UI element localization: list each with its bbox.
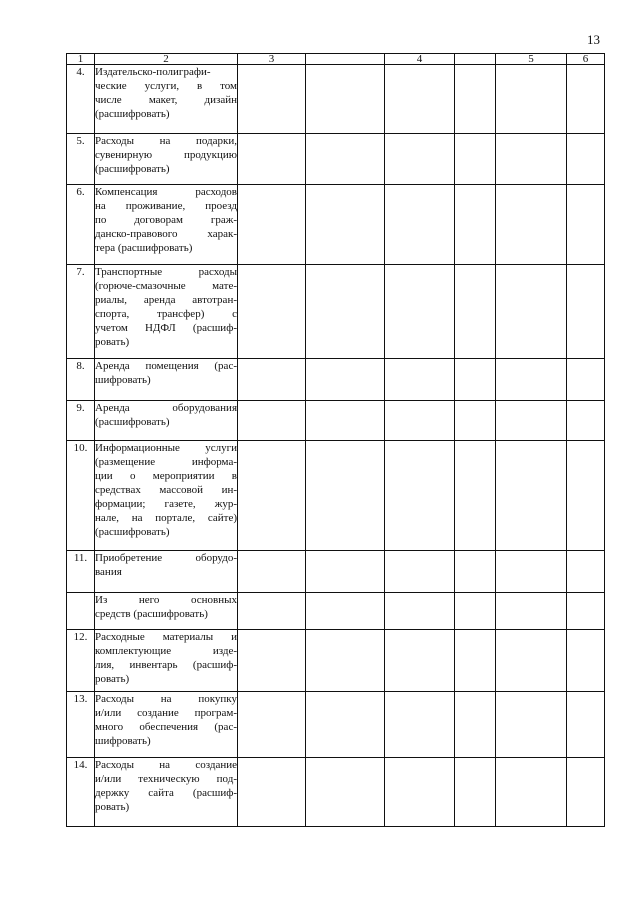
- table-row: [67, 134, 605, 185]
- empty-cell[interactable]: [455, 758, 496, 827]
- row-description: [95, 551, 238, 593]
- empty-cell[interactable]: [306, 441, 385, 551]
- empty-cell[interactable]: [306, 401, 385, 441]
- row-number: 9.: [67, 401, 95, 441]
- description-line: шифровать): [95, 374, 151, 386]
- description-line: (расшифровать): [95, 163, 170, 175]
- empty-cell[interactable]: [496, 65, 567, 134]
- empty-cell[interactable]: [238, 359, 306, 401]
- header-cell: 6: [567, 54, 605, 65]
- empty-cell[interactable]: [385, 692, 455, 758]
- row-number: 12.: [67, 630, 95, 692]
- empty-cell[interactable]: [306, 551, 385, 593]
- description-line: Аренда помещения (рас-: [95, 360, 237, 372]
- empty-cell[interactable]: [567, 65, 605, 134]
- empty-cell[interactable]: [496, 185, 567, 265]
- header-row: [67, 54, 605, 65]
- empty-cell[interactable]: [455, 359, 496, 401]
- empty-cell[interactable]: [385, 630, 455, 692]
- description-line: и/или создание програм-: [95, 707, 237, 719]
- empty-cell[interactable]: [455, 551, 496, 593]
- empty-cell[interactable]: [306, 65, 385, 134]
- empty-cell[interactable]: [455, 401, 496, 441]
- empty-cell[interactable]: [238, 758, 306, 827]
- description-line: и/или техническую под-: [95, 773, 237, 785]
- row-description: [95, 441, 238, 551]
- empty-cell[interactable]: [567, 359, 605, 401]
- empty-cell[interactable]: [306, 593, 385, 630]
- description-line: ровать): [95, 673, 130, 685]
- row-number: 6.: [67, 185, 95, 265]
- row-description: [95, 630, 238, 692]
- description-line: ровать): [95, 801, 130, 813]
- description-line: риалы, аренда автотран-: [95, 294, 237, 306]
- empty-cell[interactable]: [238, 441, 306, 551]
- empty-cell[interactable]: [306, 185, 385, 265]
- empty-cell[interactable]: [496, 441, 567, 551]
- empty-cell[interactable]: [567, 630, 605, 692]
- empty-cell[interactable]: [238, 185, 306, 265]
- empty-cell[interactable]: [567, 265, 605, 359]
- empty-cell[interactable]: [567, 134, 605, 185]
- empty-cell[interactable]: [385, 551, 455, 593]
- row-number: 13.: [67, 692, 95, 758]
- row-number: 5.: [67, 134, 95, 185]
- empty-cell[interactable]: [238, 692, 306, 758]
- empty-cell[interactable]: [567, 593, 605, 630]
- description-line: средствах массовой ин-: [95, 484, 237, 496]
- empty-cell[interactable]: [567, 401, 605, 441]
- row-number: 8.: [67, 359, 95, 401]
- empty-cell[interactable]: [567, 692, 605, 758]
- page-number: 13: [587, 32, 600, 47]
- description-line: (горюче-смазочные мате-: [95, 280, 237, 292]
- empty-cell[interactable]: [238, 551, 306, 593]
- empty-cell[interactable]: [496, 134, 567, 185]
- row-number: 7.: [67, 265, 95, 359]
- description-line: на проживание, проезд: [95, 200, 237, 212]
- empty-cell[interactable]: [385, 758, 455, 827]
- empty-cell[interactable]: [455, 441, 496, 551]
- empty-cell[interactable]: [496, 359, 567, 401]
- table-row: [67, 551, 605, 593]
- table-row: [67, 692, 605, 758]
- table-row: [67, 630, 605, 692]
- description-line: комплектующие изде-: [95, 645, 237, 657]
- description-line: Расходы на создание: [95, 759, 237, 771]
- description-line: сувенирную продукцию: [95, 149, 237, 161]
- empty-cell[interactable]: [238, 134, 306, 185]
- empty-cell[interactable]: [496, 692, 567, 758]
- description-line: вания: [95, 566, 122, 578]
- description-line: Из него основных: [95, 594, 237, 606]
- description-line: числе макет, дизайн: [95, 94, 237, 106]
- row-description: [95, 758, 238, 827]
- empty-cell[interactable]: [496, 551, 567, 593]
- empty-cell[interactable]: [385, 359, 455, 401]
- empty-cell[interactable]: [306, 134, 385, 185]
- empty-cell[interactable]: [385, 134, 455, 185]
- description-line: Издательско-полиграфи-: [95, 66, 211, 78]
- description-line: ции о мероприятии в: [95, 470, 237, 482]
- row-description: [95, 65, 238, 134]
- empty-cell[interactable]: [306, 692, 385, 758]
- table-row: [67, 185, 605, 265]
- description-line: Компенсация расходов: [95, 186, 237, 198]
- description-line: (размещение информа-: [95, 456, 237, 468]
- empty-cell[interactable]: [306, 359, 385, 401]
- empty-cell[interactable]: [238, 401, 306, 441]
- row-description: [95, 265, 238, 359]
- row-number: 11.: [67, 551, 95, 593]
- header-cell: 3: [238, 54, 306, 65]
- header-cell: 4: [385, 54, 455, 65]
- empty-cell[interactable]: [455, 692, 496, 758]
- empty-cell[interactable]: [385, 265, 455, 359]
- header-cell: [306, 54, 385, 65]
- description-line: ровать): [95, 336, 130, 348]
- empty-cell[interactable]: [385, 401, 455, 441]
- description-line: Расходные материалы и: [95, 631, 237, 643]
- empty-cell[interactable]: [385, 441, 455, 551]
- description-line: спорта, трансфер) с: [95, 308, 237, 320]
- empty-cell[interactable]: [455, 134, 496, 185]
- empty-cell[interactable]: [238, 65, 306, 134]
- empty-cell[interactable]: [496, 401, 567, 441]
- empty-cell[interactable]: [385, 185, 455, 265]
- empty-cell[interactable]: [455, 265, 496, 359]
- table-row: [67, 265, 605, 359]
- description-line: много обеспечения (рас-: [95, 721, 237, 733]
- header-cell: 1: [67, 54, 95, 65]
- empty-cell[interactable]: [567, 185, 605, 265]
- row-description: [95, 134, 238, 185]
- description-line: Расходы на покупку: [95, 693, 237, 705]
- empty-cell[interactable]: [496, 630, 567, 692]
- row-number: 10.: [67, 441, 95, 551]
- empty-cell[interactable]: [238, 265, 306, 359]
- header-cell: 5: [496, 54, 567, 65]
- empty-cell[interactable]: [238, 593, 306, 630]
- empty-cell[interactable]: [306, 265, 385, 359]
- description-line: (расшифровать): [95, 416, 170, 428]
- empty-cell[interactable]: [567, 441, 605, 551]
- empty-cell[interactable]: [306, 630, 385, 692]
- row-description: [95, 185, 238, 265]
- empty-cell[interactable]: [455, 65, 496, 134]
- empty-cell[interactable]: [238, 630, 306, 692]
- empty-cell[interactable]: [496, 593, 567, 630]
- description-line: держку сайта (расшиф-: [95, 787, 237, 799]
- table-row: [67, 401, 605, 441]
- expense-table: [66, 53, 605, 827]
- table-row: [67, 593, 605, 630]
- description-line: по договорам граж-: [95, 214, 237, 226]
- empty-cell[interactable]: [455, 185, 496, 265]
- header-cell: [455, 54, 496, 65]
- empty-cell[interactable]: [496, 758, 567, 827]
- empty-cell[interactable]: [385, 65, 455, 134]
- description-line: формации; газете, жур-: [95, 498, 237, 510]
- description-line: Расходы на подарки,: [95, 135, 237, 147]
- table-body: [67, 54, 605, 827]
- description-line: Аренда оборудования: [95, 402, 237, 414]
- description-line: ческие услуги, в том: [95, 80, 237, 92]
- row-description: [95, 692, 238, 758]
- description-line: данско-правового харак-: [95, 228, 237, 240]
- description-line: (расшифровать): [95, 108, 170, 120]
- description-line: Информационные услуги: [95, 442, 237, 454]
- header-cell: 2: [95, 54, 238, 65]
- empty-cell[interactable]: [385, 593, 455, 630]
- description-line: лия, инвентарь (расшиф-: [95, 659, 237, 671]
- empty-cell[interactable]: [567, 551, 605, 593]
- table-row: [67, 359, 605, 401]
- row-description: [95, 359, 238, 401]
- description-line: Транспортные расходы: [95, 266, 237, 278]
- empty-cell[interactable]: [567, 758, 605, 827]
- description-line: нале, на портале, сайте): [95, 512, 237, 524]
- description-line: средств (расшифровать): [95, 608, 208, 620]
- table-row: [67, 758, 605, 827]
- row-number: [67, 593, 95, 630]
- row-number: 4.: [67, 65, 95, 134]
- empty-cell[interactable]: [496, 265, 567, 359]
- description-line: Приобретение оборудо-: [95, 552, 237, 564]
- empty-cell[interactable]: [455, 593, 496, 630]
- row-number: 14.: [67, 758, 95, 827]
- row-description: [95, 401, 238, 441]
- empty-cell[interactable]: [306, 758, 385, 827]
- description-line: шифровать): [95, 735, 151, 747]
- row-description: [95, 593, 238, 630]
- description-line: учетом НДФЛ (расшиф-: [95, 322, 237, 334]
- description-line: тера (расшифровать): [95, 242, 193, 254]
- table-row: [67, 441, 605, 551]
- description-line: (расшифровать): [95, 526, 170, 538]
- table-row: [67, 65, 605, 134]
- empty-cell[interactable]: [455, 630, 496, 692]
